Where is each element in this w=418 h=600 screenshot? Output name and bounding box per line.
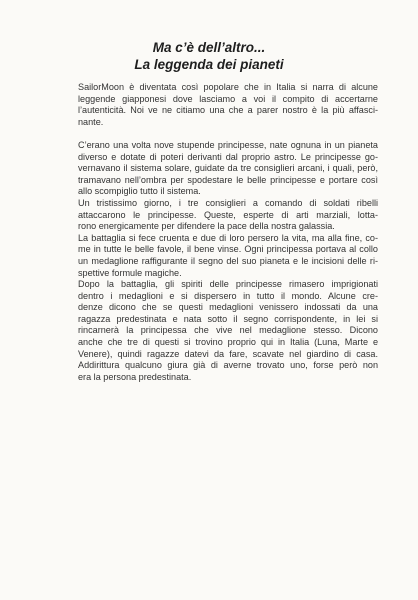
text-line: vernavano il sistema solare, guidate da tre consiglieri arcani, i quali, però, [78, 163, 378, 174]
paragraph-attack [78, 198, 378, 233]
text-line: tramavano nell’ombra per spodestare le belle principesse e portare così [78, 174, 378, 185]
text-line: anche che tre di questi si trovino proprio qui in Italia (Luna, Marte e [78, 337, 378, 348]
text-line: C’erano una volta nove stupende principesse, nate ognuna in un pianeta [78, 139, 378, 150]
paragraph-intro [78, 82, 378, 128]
text-line: Dopo la battaglia, gli spiriti delle principesse rimasero imprigionati [78, 279, 378, 290]
text-line: rono energicamente per difendere la pace della nostra galassia. [78, 221, 335, 232]
text-line: un medaglione raffigurante il segno del suo pianeta e le incisioni delle ri- [78, 255, 378, 266]
text-line: La battaglia si fece cruenta e due di loro persero la vita, ma alla fine, co- [78, 232, 378, 243]
paragraph-medallions [78, 279, 378, 383]
text-line: ragazza predestinata e nata sotto il segno corrispondente, in lei si [78, 313, 378, 324]
title-line-1: Ma c’è dell’altro... [152, 40, 266, 55]
title-line-2: La leggenda dei pianeti [134, 57, 284, 72]
text-line: Un tristissimo giorno, i tre consiglieri a comando di soldati ribelli [78, 197, 378, 208]
body-text [78, 82, 378, 383]
text-line: rincarnerà la principessa che vive nel medaglione stesso. Dicono [78, 325, 378, 336]
text-line: spettive formule magiche. [78, 267, 182, 278]
text-line: allo scompiglio tutto il sistema. [78, 186, 201, 197]
text-line: dentro i medaglioni e si dispersero in tutto il mondo. Alcune cre- [78, 290, 378, 301]
text-line: denze dicono che se questi medaglioni venissero indossati da una [78, 302, 378, 313]
paragraph-princesses [78, 140, 378, 198]
text-line: diverso e dotate di poteri derivanti dal proprio astro. Le principesse go- [78, 151, 378, 162]
paragraph-battle [78, 233, 378, 279]
text-line: leggende giapponesi dove lasciamo a voi il compito di accertarne [78, 93, 378, 104]
text-line: SailorMoon è diventata così popolare che in Italia si narra di alcune [78, 82, 378, 92]
page-title [0, 39, 418, 73]
text-line: Venere), quindi ragazze datevi da fare, scavate nel giardino di casa. [78, 348, 378, 359]
text-line: attaccarono le principesse. Queste, esperte di arti marziali, lotta- [78, 209, 378, 220]
text-line: me in tutte le belle favole, il bene vinse. Ogni principessa portava al collo [78, 244, 378, 255]
text-line: era la persona predestinata. [78, 371, 192, 382]
text-line: l’autenticità. Noi ve ne citiamo una che a parer nostro è la più affasci- [78, 105, 378, 116]
text-line: Addirittura qualcuno giura già di averne trovato uno, forse però non [78, 360, 378, 371]
text-line: nante. [78, 116, 104, 127]
